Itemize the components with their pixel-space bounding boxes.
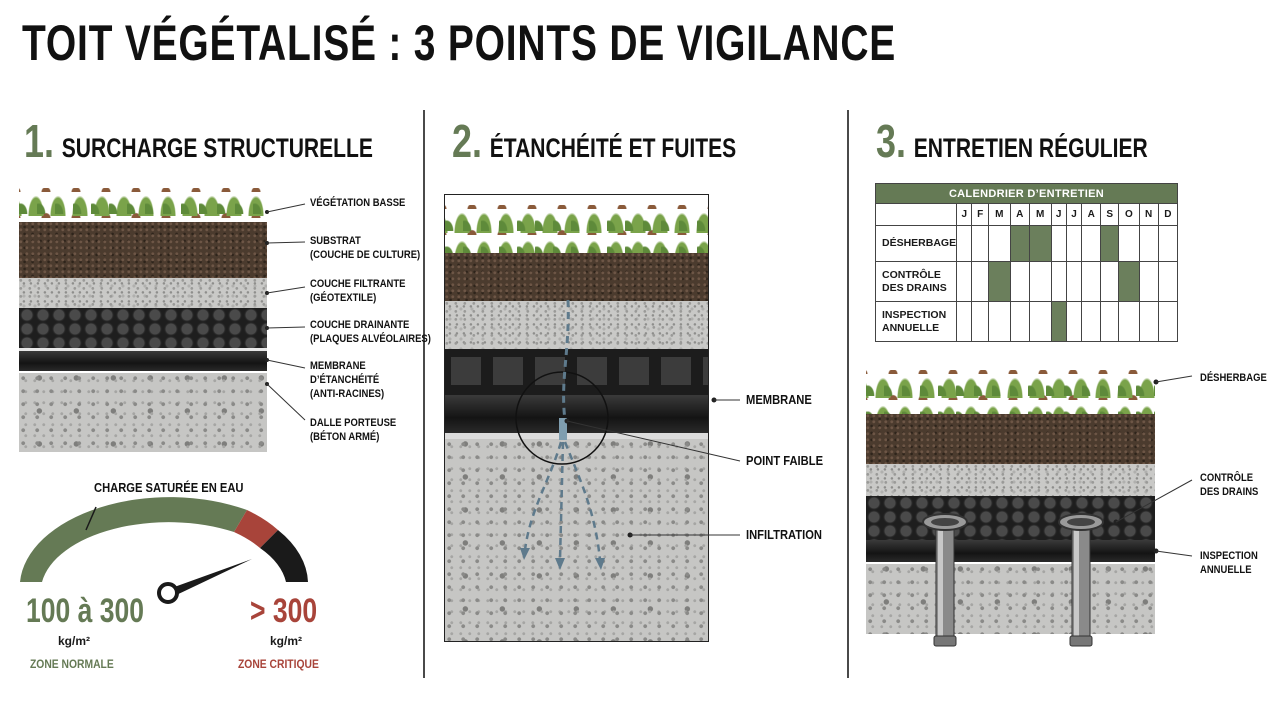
label-slab: DALLE PORTEUSE (BÉTON ARMÉ)	[310, 417, 397, 443]
month-header: M	[988, 204, 1010, 226]
calendar-cell	[1051, 262, 1066, 302]
month-header: A	[1010, 204, 1029, 226]
calendar-cell	[1010, 262, 1029, 302]
month-header: M	[1029, 204, 1051, 226]
calendar-row-label: DÉSHERBAGE	[876, 226, 957, 262]
label-filter: COUCHE FILTRANTE (GÉOTEXTILE)	[310, 278, 406, 304]
drain-pipe-left	[923, 514, 967, 646]
calendar-row-label: INSPECTION ANNUELLE	[876, 302, 957, 342]
leader-drainage	[265, 326, 305, 330]
calendar-cell	[1139, 262, 1158, 302]
month-header: O	[1119, 204, 1139, 226]
section-2-heading	[452, 114, 736, 168]
calendar-cell	[1029, 226, 1051, 262]
calendar-cell	[1051, 226, 1066, 262]
leader-weak-point	[567, 421, 740, 461]
label-substrate: SUBSTRAT (COUCHE DE CULTURE)	[310, 235, 421, 261]
month-header: J	[1066, 204, 1081, 226]
label-membrane: MEMBRANE D’ÉTANCHÉITÉ (ANTI-RACINES)	[310, 360, 385, 400]
gauge-normal-unit: kg/m²	[58, 634, 91, 648]
calendar-cell	[1082, 226, 1101, 262]
label-drainage: COUCHE DRAINANTE (PLAQUES ALVÉOLAIRES)	[310, 319, 431, 345]
leader-inspection	[1156, 551, 1192, 556]
calendar-cell	[1066, 302, 1081, 342]
calendar-row-desherbage	[876, 226, 1178, 262]
arrow-right-head	[595, 558, 605, 570]
gauge-title: CHARGE SATURÉE EN EAU	[94, 480, 244, 495]
section-1-number: 1.	[24, 115, 54, 167]
calendar-cell	[1082, 302, 1101, 342]
calendar-row-label: CONTRÔLE DES DRAINS	[876, 262, 957, 302]
calendar-cell	[1119, 226, 1139, 262]
calendar-cell	[1101, 226, 1119, 262]
calendar-cell	[972, 226, 989, 262]
calendar-cell	[988, 226, 1010, 262]
section-3-leaders	[1080, 360, 1200, 580]
leader-slab	[265, 382, 305, 420]
section-3-number: 3.	[876, 115, 906, 167]
section-divider-2	[847, 110, 849, 678]
month-header: J	[957, 204, 972, 226]
gauge-critical-value: > 300	[250, 592, 318, 630]
calendar-cell	[1066, 262, 1081, 302]
label-infiltration: INFILTRATION	[746, 527, 822, 542]
calendar-cell	[1158, 226, 1177, 262]
label-vegetation: VÉGÉTATION BASSE	[310, 197, 406, 209]
label-weak-point: POINT FAIBLE	[746, 453, 824, 468]
calendar-cell	[1082, 262, 1101, 302]
leader-substrate	[265, 241, 305, 245]
label-annual-inspection: INSPECTION ANNUELLE	[1200, 550, 1258, 576]
label-weeding: DÉSHERBAGE	[1200, 372, 1267, 384]
calendar-row-drains	[876, 262, 1178, 302]
arrow-left-head	[520, 548, 530, 560]
gauge-critical-zone: ZONE CRITIQUE	[238, 657, 319, 671]
arrow-mid-head	[555, 558, 565, 570]
infiltration-path-mid	[560, 442, 563, 560]
month-header: N	[1139, 204, 1158, 226]
section-3-title: ENTRETIEN RÉGULIER	[913, 133, 1148, 163]
leader-weeding	[1156, 376, 1192, 382]
section-3-heading	[876, 114, 1148, 168]
calendar-cell	[1101, 302, 1119, 342]
calendar-cell	[1051, 302, 1066, 342]
calendar-cell	[957, 226, 972, 262]
calendar-cell	[1139, 226, 1158, 262]
leader-membrane	[265, 358, 305, 368]
calendar-cell	[988, 302, 1010, 342]
month-header: S	[1101, 204, 1119, 226]
calendar-cell	[1158, 302, 1177, 342]
section-2-title: ÉTANCHÉITÉ ET FUITES	[489, 133, 737, 163]
gauge-normal-arc	[20, 497, 247, 582]
calendar-title: CALENDRIER D’ENTRETIEN	[876, 184, 1178, 204]
gauge-pivot	[159, 584, 177, 602]
calendar-cell	[988, 262, 1010, 302]
month-header: J	[1051, 204, 1066, 226]
month-header: F	[972, 204, 989, 226]
infiltration-path-left	[525, 442, 561, 550]
calendar-row-inspection	[876, 302, 1178, 342]
water-path	[564, 300, 569, 420]
label-drain-check: CONTRÔLE DES DRAINS	[1200, 472, 1259, 498]
calendar-cell	[972, 262, 989, 302]
gauge-normal-zone: ZONE NORMALE	[30, 657, 114, 671]
month-header: A	[1082, 204, 1101, 226]
calendar-corner	[876, 204, 957, 226]
calendar-cell	[1029, 302, 1051, 342]
maintenance-calendar	[875, 183, 1178, 342]
calendar-cell	[1066, 226, 1081, 262]
calendar-cell	[1119, 302, 1139, 342]
gauge-normal-value: 100 à 300	[26, 592, 144, 630]
calendar-cell	[1010, 302, 1029, 342]
gauge-critical-unit: kg/m²	[270, 634, 303, 648]
calendar-cell	[1119, 262, 1139, 302]
month-header: D	[1158, 204, 1177, 226]
calendar-month-row	[876, 204, 1178, 226]
leader-filter	[265, 287, 305, 295]
leader-vegetation	[265, 204, 305, 214]
calendar-cell	[972, 302, 989, 342]
label-membrane: MEMBRANE	[746, 392, 812, 407]
page-title: TOIT VÉGÉTALISÉ : 3 POINTS DE VIGILANCE	[22, 15, 897, 71]
calendar-cell	[1010, 226, 1029, 262]
calendar-cell	[957, 302, 972, 342]
section-2-number: 2.	[452, 115, 482, 167]
section-1-title: SURCHARGE STRUCTURELLE	[61, 133, 373, 163]
calendar-cell	[957, 262, 972, 302]
leader-drains	[1116, 480, 1192, 522]
calendar-cell	[1158, 262, 1177, 302]
calendar-cell	[1029, 262, 1051, 302]
calendar-cell	[1101, 262, 1119, 302]
calendar-cell	[1139, 302, 1158, 342]
